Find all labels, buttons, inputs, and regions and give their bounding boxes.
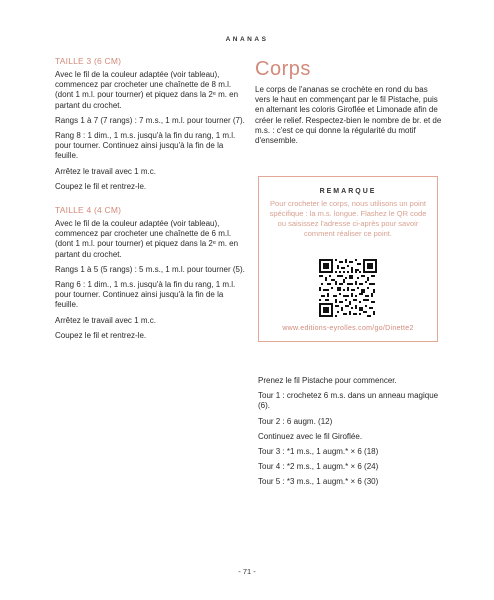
page-number: - 71 - [238, 567, 256, 576]
instructions-list [258, 376, 448, 493]
remarque-text: Pour crocheter le corps, nous utilisons un point spécifique : la m.s. longue. Flashez le QR code ou saisissez l'adresse ci-après pour savoir comment réaliser ce point. [269, 199, 427, 238]
running-header: ANANAS [225, 36, 269, 43]
size-4-title: TAILLE 4 (4 CM) [55, 205, 122, 216]
instruction-step: Tour 3 : *1 m.s., 1 augm.* × 6 (18) [258, 447, 379, 457]
size-4-paragraph: Rangs 1 à 5 (5 rangs) : 5 m.s., 1 m.l. pour tourner (5). [55, 264, 245, 274]
size-3-paragraph: Rangs 1 à 7 (7 rangs) : 7 m.s., 1 m.l. pour tourner (7). [55, 115, 245, 125]
right-column [255, 58, 445, 151]
size-3-paragraph: Coupez le fil et rentrez-le. [55, 181, 147, 191]
size-4-section [55, 205, 247, 341]
instruction-step: Tour 4 : *2 m.s., 1 augm.* × 6 (24) [258, 462, 379, 472]
corps-intro: Le corps de l'ananas se crochète en rond du bas vers le haut en commençant par le fil Pistache, puis en alternant les coloris Giroflée et Limonade afin de créer le relief. Respectez-bien le nombre de br. et de m.s. : c'est ce qui donne la régularité du motif d'ensemble. [255, 85, 442, 146]
size-4-paragraph: Avec le fil de la couleur adaptée (voir tableau), commencez par crocheter une chaînette de 6 m.l. (dont 1 m.l. pour tourner) et piquez dans la 2ᵉ m. en partant du crochet. [55, 219, 239, 259]
remarque-url-link[interactable]: www.editions-eyrolles.com/go/Dinette2 [282, 325, 414, 332]
corps-title: Corps [255, 58, 311, 80]
qr-code-icon[interactable] [319, 259, 377, 317]
size-4-paragraph: Rang 6 : 1 dim., 1 m.s. jusqu'à la fin du rang, 1 m.l. pour tourner. Continuez ainsi jusqu'à la fin de la feuille. [55, 280, 236, 310]
remarque-box [258, 176, 438, 342]
size-3-title: TAILLE 3 (6 CM) [55, 56, 122, 66]
instruction-step: Tour 5 : *3 m.s., 1 augm.* × 6 (30) [258, 477, 379, 487]
size-3-paragraph: Rang 8 : 1 dim., 1 m.s. jusqu'à la fin du rang, 1 m.l. pour tourner. Continuez ainsi jusqu'à la fin de la feuille. [55, 131, 236, 161]
size-4-paragraph: Arrêtez le travail avec 1 m.c. [55, 315, 156, 325]
left-column [55, 56, 247, 346]
remarque-title: REMARQUE [319, 188, 377, 195]
instruction-step: Tour 1 : crochetez 6 m.s. dans un anneau magique (6). [258, 391, 439, 411]
size-3-paragraph: Avec le fil de la couleur adaptée (voir tableau), commencez par crocheter une chaînette de 8 m.l. (dont 1 m.l. pour tourner) et piquez dans la 2ᵉ m. en partant du crochet. [55, 70, 239, 110]
size-3-section [55, 56, 247, 192]
size-4-paragraph: Coupez le fil et rentrez-le. [55, 330, 147, 340]
size-3-paragraph: Arrêtez le travail avec 1 m.c. [55, 166, 156, 176]
instruction-step: Tour 2 : 6 augm. (12) [258, 416, 333, 426]
instruction-step: Continuez avec le fil Giroflée. [258, 431, 363, 441]
instruction-step: Prenez le fil Pistache pour commencer. [258, 376, 397, 385]
